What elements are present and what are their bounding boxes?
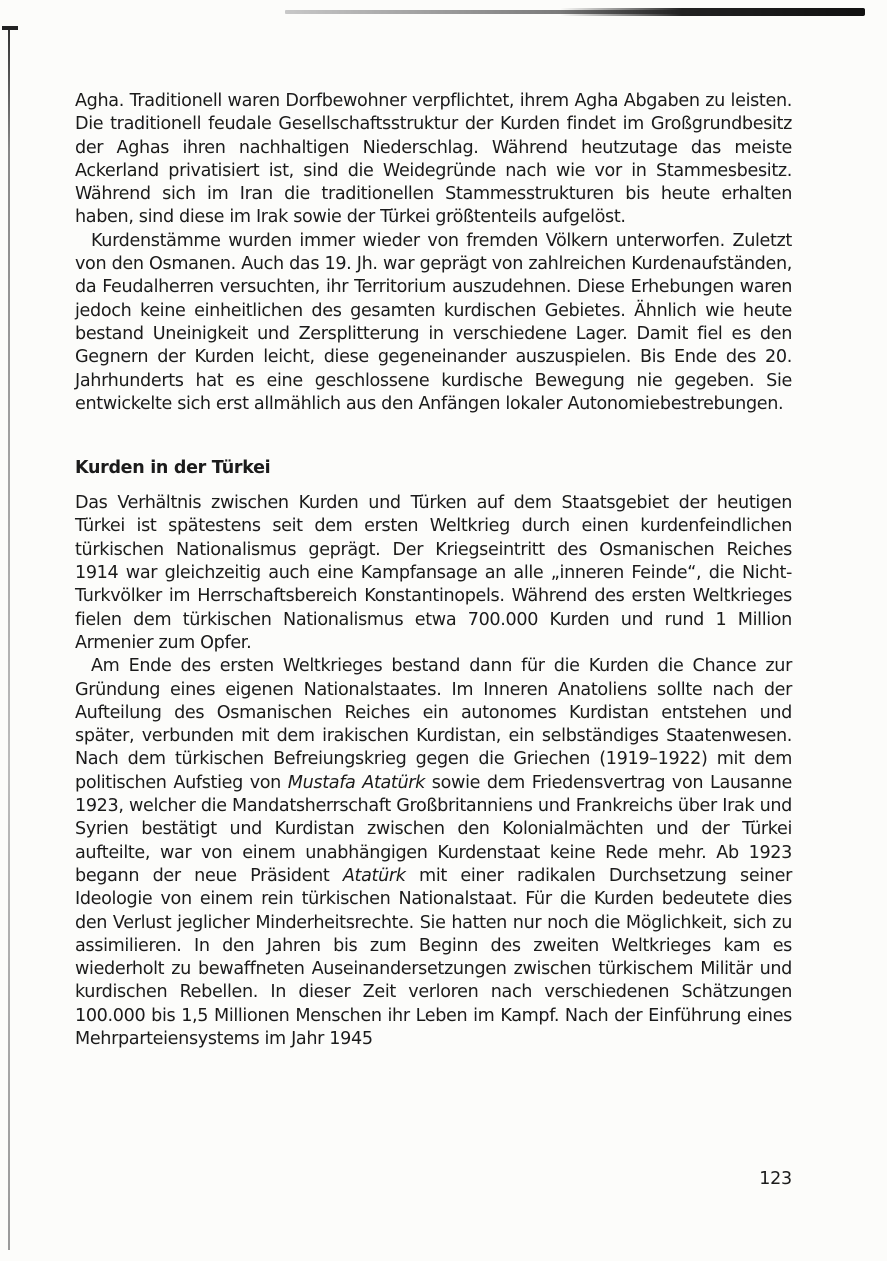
- paragraph-agha: Agha. Traditionell waren Dorfbewohner verpflichtet, ihrem Agha Abgaben zu leisten. Die traditionell feudale Gesellschaftsstruktur der Kurden findet im Großgrundbesitz der Aghas ihren nachhaltigen Niederschlag. Während heutzutage das meiste Ackerland privatisiert ist, sind die Weidegründe nach wie vor in Stammesbesitz. Während sich im Iran die traditionellen Stammesstrukturen bis heute erhalten haben, sind diese im Irak sowie der Türkei größtenteils aufgelöst.: [75, 91, 792, 228]
- text-body: [75, 90, 792, 1051]
- paragraph-verhaeltnis: Das Verhältnis zwischen Kurden und Türken auf dem Staatsgebiet der heutigen Türkei ist spätestens seit dem ersten Weltkrieg durch einen kurdenfeindlichen türkischen Nationalismus geprägt. Der Kriegseintritt des Osmanischen Reiches 1914 war gleichzeitig auch eine Kampfansage an alle „inneren Feinde“, die Nicht-Turkvölker im Herrschaftsbereich Konstantinopels. Während des ersten Weltkrieges fielen dem türkischen Nationalismus etwa 700.000 Kurden und rund 1 Million Armenier zum Opfer.: [75, 493, 792, 653]
- paragraph-weltkrieg-ende: [75, 655, 792, 1051]
- paragraph-kurdenstaemme: Kurdenstämme wurden immer wieder von fremden Völkern unterworfen. Zuletzt von den Osmanen. Auch das 19. Jh. war geprägt von zahlreichen Kurdenaufständen, da Feudalherren versuchten, ihr Territorium auszudehnen. Diese Erhebungen waren jedoch keine einheitlichen des gesamten kurdischen Gebietes. Ähnlich wie heute bestand Uneinigkeit und Zersplitterung in verschiedene Lager. Damit fiel es den Gegnern der Kurden leicht, diese gegeneinander auszuspielen. Bis Ende des 20. Jahrhunderts hat es eine geschlossene kurdische Bewegung nie gegeben. Sie entwickelte sich erst allmählich aus den Anfängen lokaler Autonomiebestrebungen.: [75, 230, 792, 414]
- text-segment: mit einer radikalen Durchsetzung seiner Ideologie von einem rein türkischen Nationalstaat. Für die Kurden bedeutete dies den Verlust jeglicher Minderheitsrechte. Sie hatten nur noch die Möglichkeit, sich zu assimilieren. In den Jahren bis zum Beginn des zweiten Weltkrieges kam es wiederholt zu bewaffneten Auseinandersetzungen zwischen türkischem Militär und kurdischen Rebellen. In dieser Zeit verloren nach verschiedenen Schätzungen 100.000 bis 1,5 Millionen Menschen ihr Leben im Kampf. Nach der Einführung eines Mehrparteiensystems im Jahr 1945: [75, 865, 792, 1049]
- scan-left-mark: [2, 26, 18, 30]
- scan-top-shadow: [560, 8, 865, 16]
- page-number: 123: [759, 1169, 792, 1189]
- text-segment: Am Ende des ersten Weltkrieges bestand dann für die Kurden die Chance zur Gründung eines eigenen Nationalstaates. Im Inneren Anatoliens sollte nach der Aufteilung des Osmanischen Reiches ein autonomes Kurdistan entstehen und später, verbunden mit dem irakischen Kurdistan, ein selbständiges Staatenwesen. Nach dem türkischen Befreiungskrieg gegen die Griechen (1919–1922) mit dem politischen Aufstieg von: [75, 656, 792, 793]
- name-ataturk: Atatürk: [342, 865, 406, 886]
- scan-left-edge: [8, 30, 10, 1250]
- text-segment: sowie dem Friedensvertrag von Lausanne 1923, welcher die Mandatsherrschaft Großbritanniens und Frankreichs über Irak und Syrien bestätigt und Kurdistan zwischen den Kolonialmächten und der Türkei aufteilte, war von einem unabhängigen Kurdenstaat keine Rede mehr. Ab 1923 begann der neue Präsident: [75, 772, 792, 886]
- section-heading: Kurden in der Türkei: [75, 458, 271, 479]
- name-mustafa-ataturk: Mustafa Atatürk: [287, 772, 426, 793]
